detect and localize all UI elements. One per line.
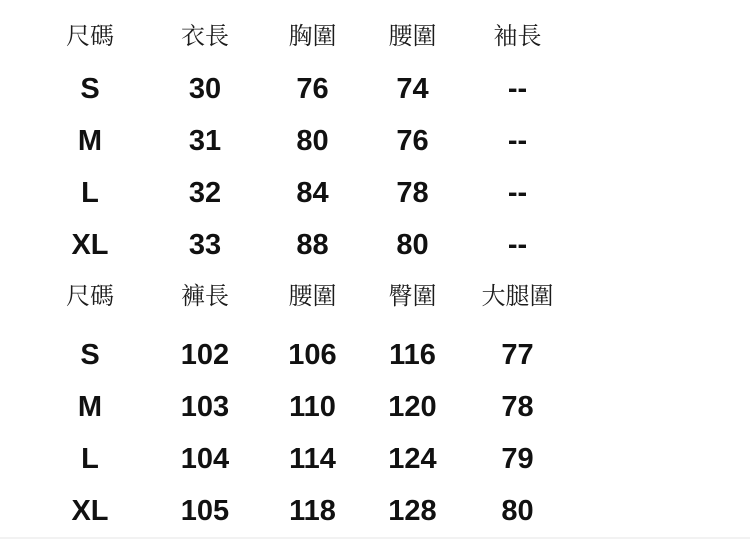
measurement-value-cell: 88 xyxy=(296,228,329,261)
measurement-value-cell: 32 xyxy=(188,176,222,209)
measurement-value-cell: 78 xyxy=(501,390,534,423)
table-row xyxy=(0,63,750,115)
measurement-value-cell: 104 xyxy=(180,442,230,475)
measurement-value-cell: 33 xyxy=(188,228,222,261)
measurement-value-cell: 76 xyxy=(396,124,429,157)
measurement-value-cell: 80 xyxy=(396,228,429,261)
header-cell: 腰圍 xyxy=(388,23,437,50)
table-row xyxy=(0,485,750,537)
table-header-row xyxy=(0,11,750,63)
header-cell: 尺碼 xyxy=(66,23,114,50)
table-row xyxy=(0,433,750,485)
size-label-cell: L xyxy=(81,176,99,209)
top-garment-size-chart xyxy=(0,11,750,271)
measurement-value-cell: 124 xyxy=(388,442,437,475)
measurement-value-cell: 103 xyxy=(180,390,230,423)
measurement-value-cell: 102 xyxy=(180,338,230,371)
header-cell: 袖長 xyxy=(493,23,542,50)
measurement-value-cell: 79 xyxy=(501,442,534,475)
table-row xyxy=(0,219,750,271)
header-cell: 胸圍 xyxy=(288,23,337,50)
measurement-value-cell: -- xyxy=(507,228,528,261)
header-cell: 尺碼 xyxy=(66,283,114,310)
table-row xyxy=(0,329,750,381)
measurement-value-cell: 105 xyxy=(180,494,230,527)
size-label-cell: XL xyxy=(71,228,109,261)
header-cell: 大腿圍 xyxy=(481,283,554,310)
size-label-cell: XL xyxy=(71,494,109,527)
measurement-value-cell: 128 xyxy=(388,494,437,527)
table-header-row xyxy=(0,271,750,323)
measurement-value-cell: 30 xyxy=(188,72,222,105)
measurement-value-cell: -- xyxy=(507,124,528,157)
measurement-value-cell: 116 xyxy=(389,338,436,371)
pants-size-chart xyxy=(0,271,750,537)
measurement-value-cell: 74 xyxy=(396,72,429,105)
measurement-value-cell: 120 xyxy=(388,390,437,423)
measurement-value-cell: 80 xyxy=(501,494,534,527)
size-label-cell: M xyxy=(77,390,103,423)
header-cell: 臀圍 xyxy=(388,283,437,310)
measurement-value-cell: 84 xyxy=(296,176,329,209)
measurement-value-cell: 110 xyxy=(289,390,336,423)
size-label-cell: S xyxy=(80,338,100,371)
header-cell: 褲長 xyxy=(181,283,229,310)
size-label-cell: S xyxy=(80,72,100,105)
size-label-cell: L xyxy=(81,442,99,475)
size-label-cell: M xyxy=(77,124,103,157)
measurement-value-cell: 77 xyxy=(501,338,534,371)
measurement-value-cell: 118 xyxy=(289,494,336,527)
measurement-value-cell: 80 xyxy=(296,124,329,157)
header-cell: 衣長 xyxy=(181,23,229,50)
measurement-value-cell: 76 xyxy=(296,72,329,105)
header-cell: 腰圍 xyxy=(288,283,337,310)
measurement-value-cell: 114 xyxy=(289,442,336,475)
measurement-value-cell: 78 xyxy=(396,176,429,209)
measurement-value-cell: 31 xyxy=(188,124,222,157)
table-row xyxy=(0,115,750,167)
measurement-value-cell: -- xyxy=(507,72,528,105)
measurement-value-cell: -- xyxy=(507,176,528,209)
measurement-value-cell: 106 xyxy=(288,338,337,371)
table-row xyxy=(0,167,750,219)
table-row xyxy=(0,381,750,433)
